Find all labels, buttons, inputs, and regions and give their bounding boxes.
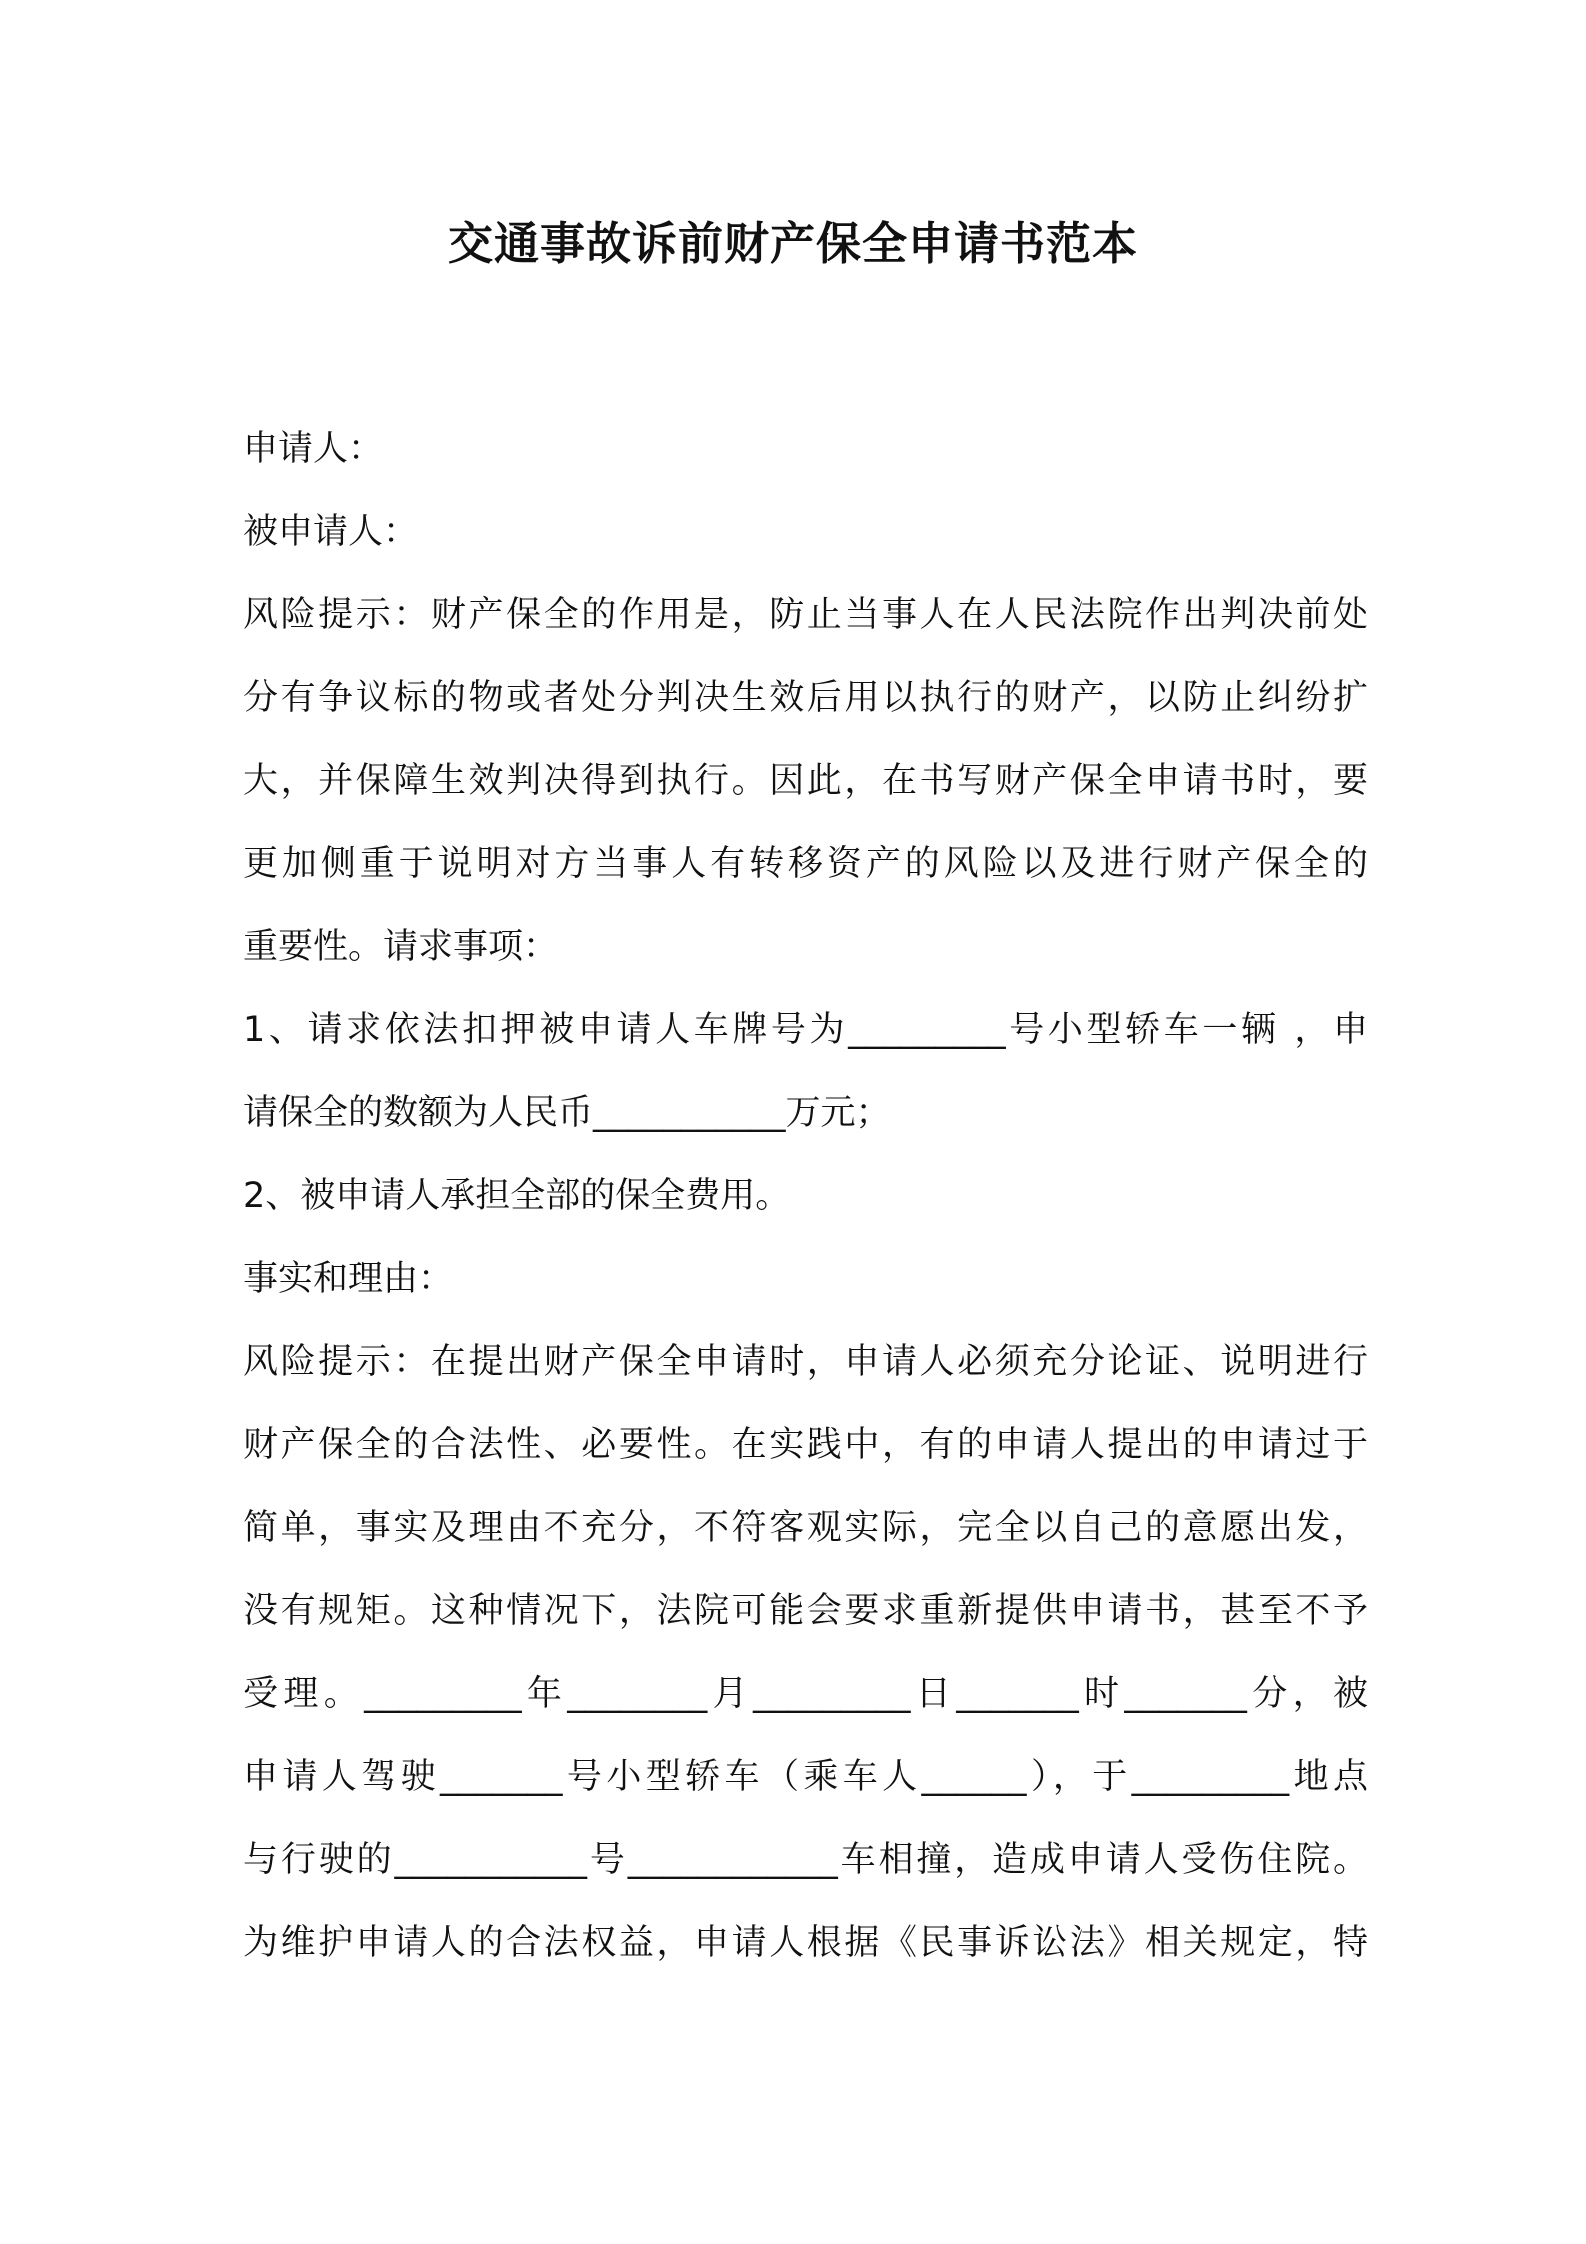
respondent-label: 被申请人： [243, 512, 419, 552]
body-line: 风险提示：在提出财产保全申请时，申请人必须充分论证、说明进行 [243, 1342, 1368, 1382]
body-line: 为维护申请人的合法权益，申请人根据《民事诉讼法》相关规定，特 [243, 1923, 1368, 1963]
request-item-2: 2、被申请人承担全部的保全费用。 [243, 1176, 791, 1216]
document-title: 交通事故诉前财产保全申请书范本 [447, 217, 1138, 270]
body-line: 重要性。请求事项： [243, 927, 559, 967]
body-line: 财产保全的合法性、必要性。在实践中，有的申请人提出的申请过于 [243, 1425, 1368, 1465]
applicant-label: 申请人： [243, 429, 384, 469]
request-item-1-cont: 请保全的数额为人民币___________万元； [243, 1093, 891, 1133]
body-line: 与行驶的___________号____________车相撞，造成申请人受伤住院。 [243, 1840, 1368, 1880]
body-line: 更加侧重于说明对方当事人有转移资产的风险以及进行财产保全的 [243, 844, 1368, 884]
request-item-1: 1、请求依法扣押被申请人车牌号为_________号小型轿车一辆 ，申 [243, 1010, 1368, 1050]
body-line: 简单，事实及理由不充分，不符客观实际，完全以自己的意愿出发， [243, 1508, 1368, 1548]
body-line: 风险提示：财产保全的作用是，防止当事人在人民法院作出判决前处 [243, 595, 1368, 635]
body-line: 没有规矩。这种情况下，法院可能会要求重新提供申请书，甚至不予 [243, 1591, 1368, 1631]
document-body [243, 408, 1368, 1985]
body-line: 分有争议标的物或者处分判决生效后用以执行的财产，以防止纠纷扩 [243, 678, 1368, 718]
body-line: 大，并保障生效判决得到执行。因此，在书写财产保全申请书时，要 [243, 761, 1368, 801]
body-line: 受理。_________年________月_________日_______时_______分，被 [243, 1674, 1368, 1714]
body-line: 申请人驾驶_______号小型轿车（乘车人______），于_________地点 [243, 1757, 1368, 1797]
facts-reasons-label: 事实和理由： [243, 1259, 454, 1299]
